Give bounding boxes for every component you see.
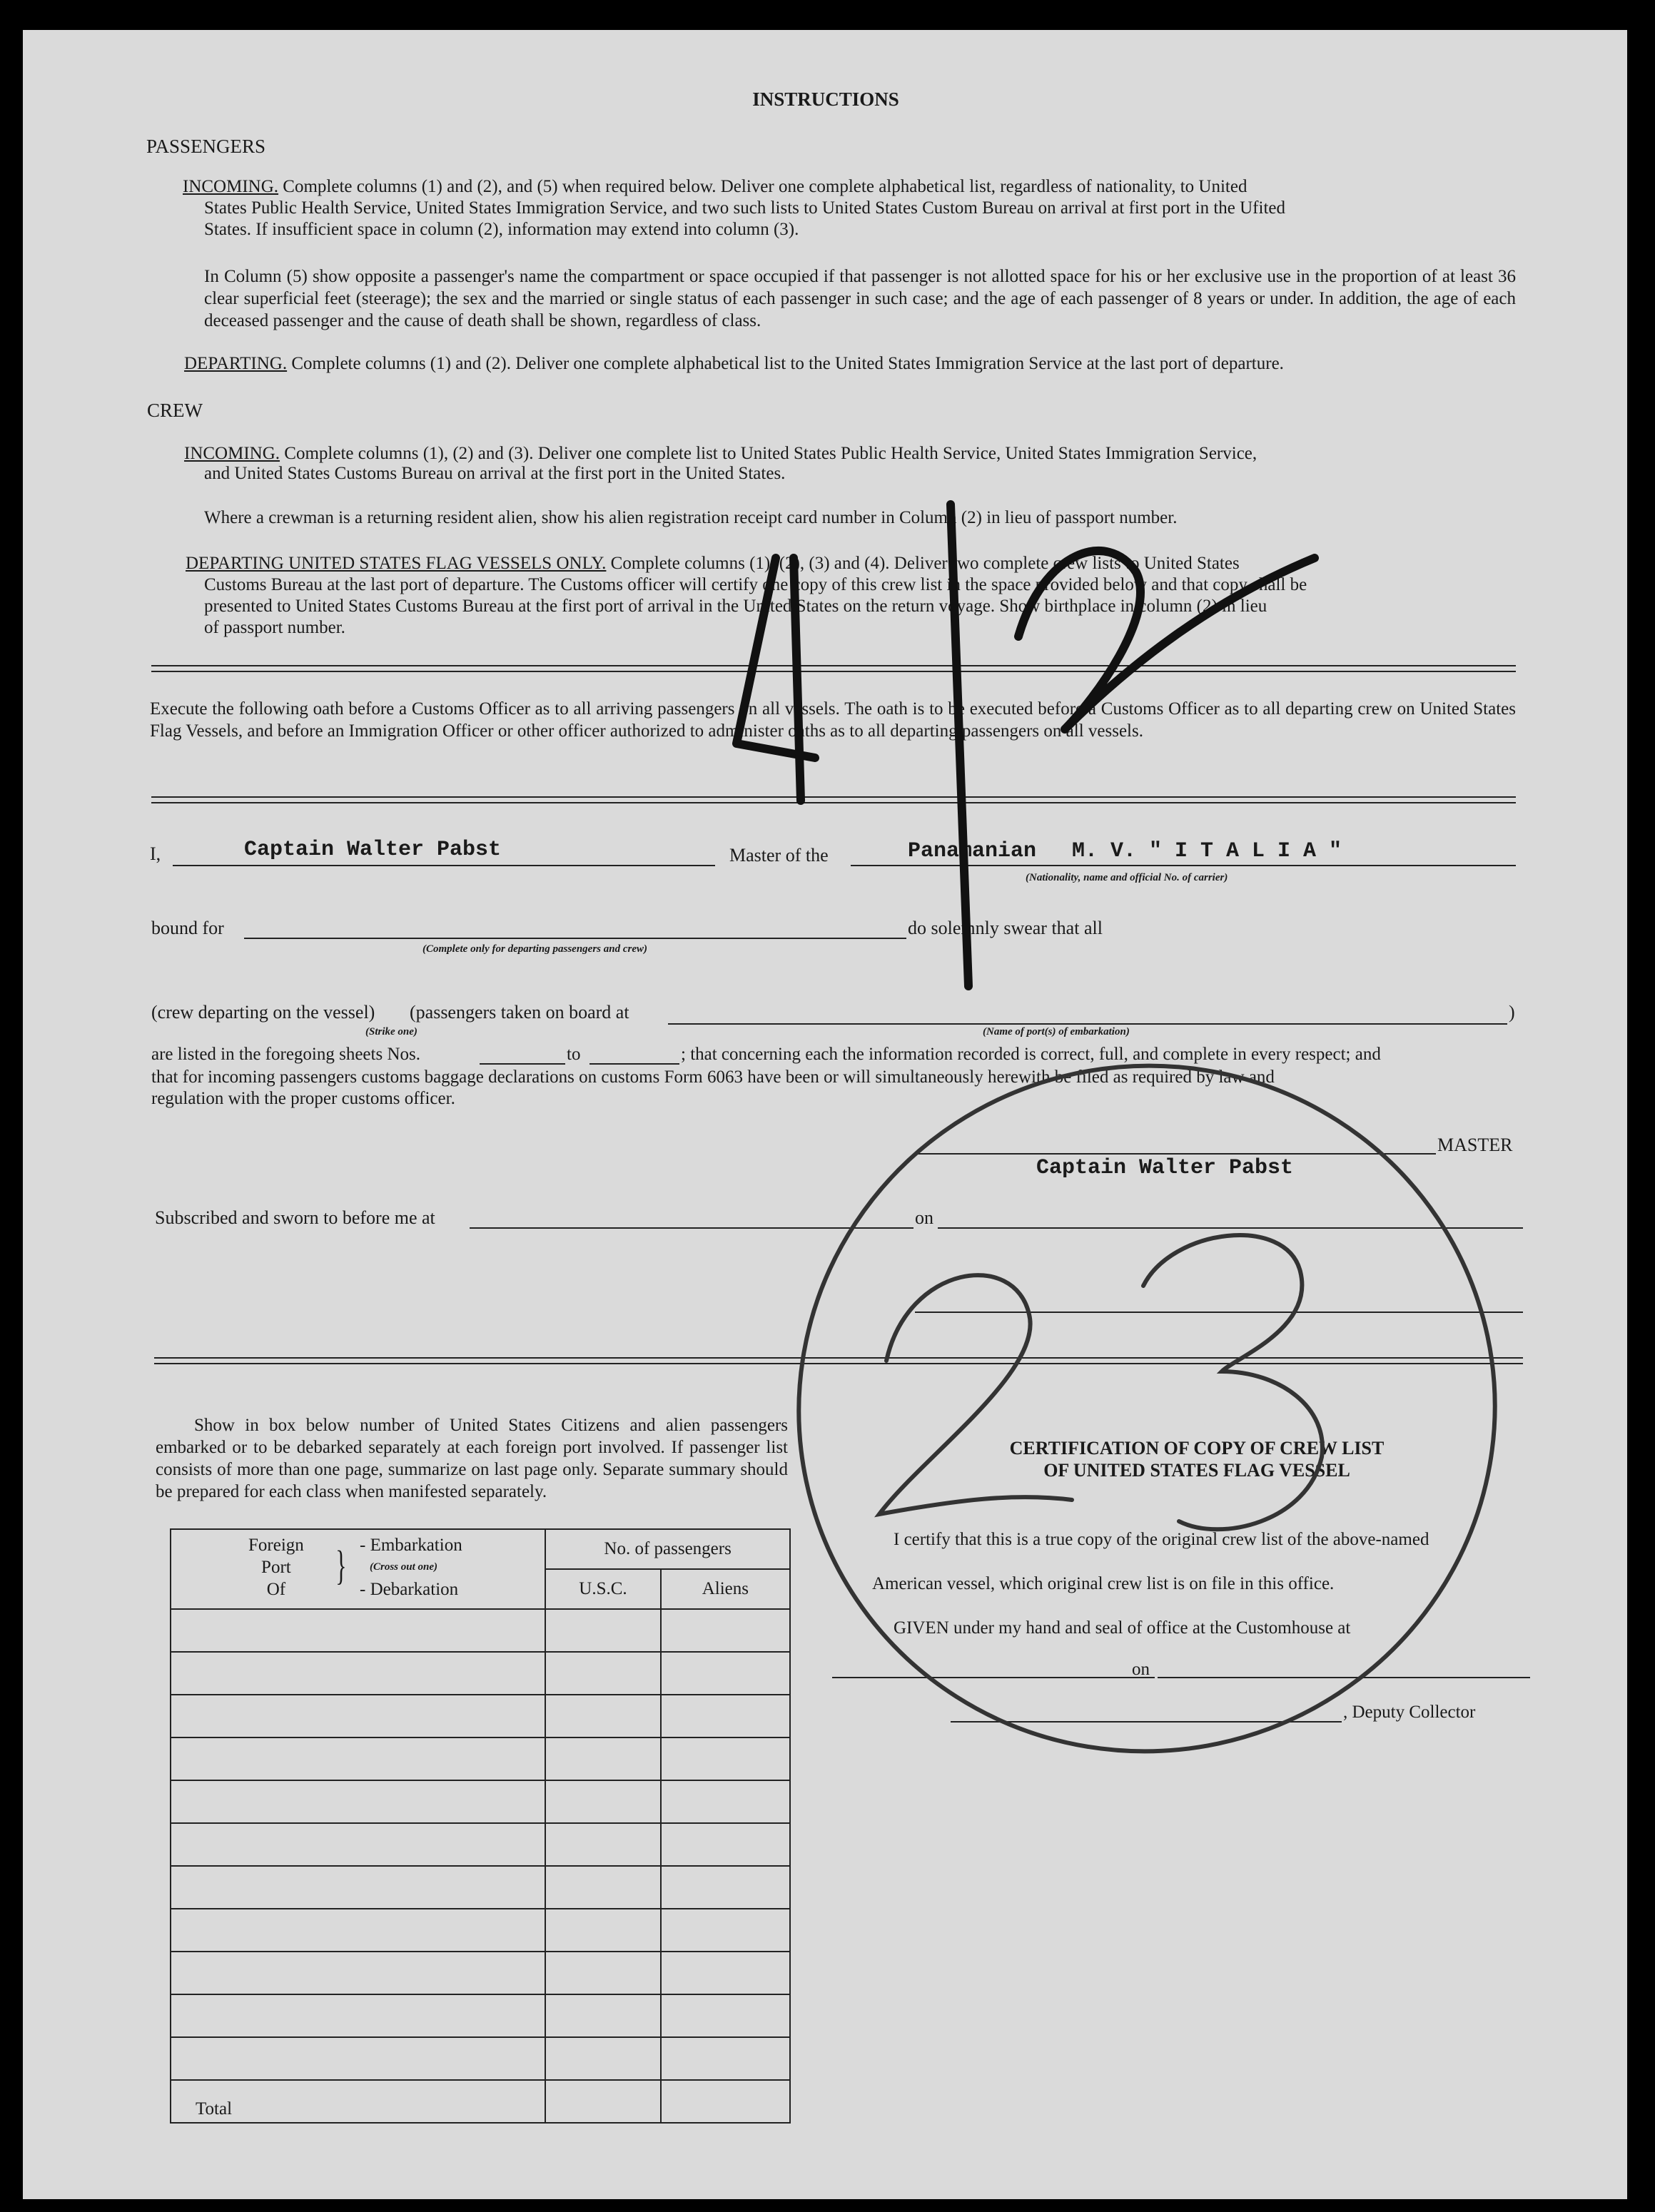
passengers-incoming-label: INCOMING. xyxy=(183,177,279,196)
certification-text-line2: American vessel, which original crew list is on file in this office. xyxy=(872,1574,1335,1593)
crew-incoming-line2: and United States Customs Bureau on arrival at the first port in the United States. xyxy=(204,464,786,483)
total-label: Total xyxy=(171,2080,545,2123)
of-label: Of xyxy=(266,1580,286,1599)
passengers-taken-option: (passengers taken on board at xyxy=(410,1002,629,1023)
master-of-label: Master of the xyxy=(729,845,829,866)
crew-departing-text1: Complete columns (1), (2), (3) and (4). Deliver two complete crew lists to United States xyxy=(610,554,1240,573)
master-name: Captain Walter Pabst xyxy=(244,838,502,862)
passengers-heading: PASSENGERS xyxy=(146,136,266,157)
crew-departing-line2: Customs Bureau at the last port of departure. The Customs officer will certify one copy of this crew list in the space provided below and that copy shall be xyxy=(204,575,1307,594)
listed-prefix: are listed in the foregoing sheets Nos. xyxy=(151,1045,420,1064)
crew-departing-line3: presented to United States Customs Bureau at the first port of arrival in the United States on the return voyage. Show birthplace in column (2) in lieu xyxy=(204,597,1267,616)
foreign-label: Foreign xyxy=(248,1536,304,1555)
certification-text-line1: I certify that this is a true copy of the original crew list of the above-named xyxy=(894,1530,1429,1549)
oath-i-label: I, xyxy=(150,843,161,864)
page-title: INSTRUCTIONS xyxy=(752,88,899,110)
close-paren: ) xyxy=(1509,1002,1515,1023)
crew-departing-option: (crew departing on the vessel) xyxy=(151,1002,375,1023)
handwritten-circled-22 xyxy=(735,1001,1559,1816)
handwritten-number-412 xyxy=(737,504,1315,986)
strike-one-caption: (Strike one) xyxy=(365,1026,417,1037)
vessel-name: M. V. " I T A L I A " xyxy=(1072,839,1342,863)
crew-departing-label: DEPARTING UNITED STATES FLAG VESSELS ONLY. xyxy=(186,554,607,573)
subscribed-label: Subscribed and sworn to before me at xyxy=(155,1207,435,1228)
listed-to: to xyxy=(567,1045,581,1064)
usc-header: U.S.C. xyxy=(545,1569,660,1609)
passengers-departing-label: DEPARTING. xyxy=(184,354,288,373)
master-label: MASTER xyxy=(1437,1135,1513,1155)
certification-on-label: on xyxy=(1132,1660,1150,1679)
column5-paragraph: In Column (5) show opposite a passenger's name the compartment or space occupied if that passenger is not allotted space for his or her exclusive use in the proportion of at least 36 clear superficial feet (steerage); the sex and the married or single status of each passenger in such case; and the age of each passenger of 8 years or under. In addition, the age of each deceased passenger and the cause of death shall be shown, regardless of class. xyxy=(204,267,1516,330)
certification-title-line1: CERTIFICATION OF COPY OF CREW LIST xyxy=(1009,1438,1385,1458)
crew-incoming-text1: Complete columns (1), (2) and (3). Deliver one complete list to United States Public Health Service, United States Immigration Service, xyxy=(284,444,1257,463)
subscribed-on-label: on xyxy=(915,1207,933,1228)
deputy-collector-label: , Deputy Collector xyxy=(1343,1703,1476,1722)
aliens-header: Aliens xyxy=(661,1569,790,1609)
listed-line3: regulation with the proper customs officer. xyxy=(151,1089,455,1108)
port-caption: (Name of port(s) of embarkation) xyxy=(983,1026,1130,1037)
embarkation-label: - Embarkation xyxy=(360,1536,462,1555)
document-page xyxy=(23,30,1627,2199)
crew-departing-line4: of passport number. xyxy=(204,618,345,637)
crew-incoming-label: INCOMING. xyxy=(184,444,280,463)
no-passengers-header: No. of passengers xyxy=(545,1529,790,1569)
listed-line2: that for incoming passengers customs baggage declarations on customs Form 6063 have been or will simultaneously herewith be filed as required by law and xyxy=(151,1067,1275,1087)
oath-instruction: Execute the following oath before a Customs Officer as to all arriving passengers on all vessels. The oath is to be executed before a Customs Officer as to all departing crew on United States Flag Vessels, and before an Immigration Officer or other officer authorized to administer oaths as to all departing passengers on all vessels. xyxy=(150,699,1516,741)
swear-text: do solemnly swear that all xyxy=(908,918,1103,938)
passengers-departing-text: Complete columns (1) and (2). Deliver one complete alphabetical list to the United States Immigration Service at the last port of departure. xyxy=(291,354,1284,373)
brace-icon: } xyxy=(335,1542,347,1588)
certification-title-line2: OF UNITED STATES FLAG VESSEL xyxy=(1043,1460,1350,1481)
passengers-incoming-line3: States. If insufficient space in column (2), information may extend into column (3). xyxy=(204,220,799,239)
handwritten-marks xyxy=(23,30,1627,2199)
port-label: Port xyxy=(261,1558,291,1577)
vessel-caption: (Nationality, name and official No. of carrier) xyxy=(1026,872,1228,883)
master-signature-name: Captain Walter Pabst xyxy=(1036,1156,1294,1180)
bound-for-caption: (Complete only for departing passengers and crew) xyxy=(422,943,647,955)
summary-instructions: Show in box below number of United States Citizens and alien passengers embarked or to be debarked separately at each foreign port involved. If passenger list consists of more than one page, summarize on last page only. Separate summary should be prepared for each class when manifested separately. xyxy=(156,1416,788,1501)
vessel-nationality: Panamanian xyxy=(908,839,1037,863)
debarkation-label: - Debarkation xyxy=(360,1580,459,1599)
bound-for-label: bound for xyxy=(151,918,224,938)
crew-alien-paragraph: Where a crewman is a returning resident alien, show his alien registration receipt card number in Column (2) in lieu of passport number. xyxy=(204,508,1178,527)
passengers-incoming-line2: States Public Health Service, United States Immigration Service, and two such lists to United States Custom Bureau on arrival at first port in the Ufited xyxy=(204,198,1285,218)
listed-suffix: ; that concerning each the information recorded is correct, full, and complete in every respect; and xyxy=(681,1045,1381,1064)
passengers-incoming-text1: Complete columns (1) and (2), and (5) when required below. Deliver one complete alphabetical list, regardless of nationality, to United xyxy=(283,177,1247,196)
given-under-line: GIVEN under my hand and seal of office at the Customhouse at xyxy=(894,1618,1351,1638)
crew-heading: CREW xyxy=(147,400,203,421)
cross-out-label: (Cross out one) xyxy=(370,1561,438,1573)
